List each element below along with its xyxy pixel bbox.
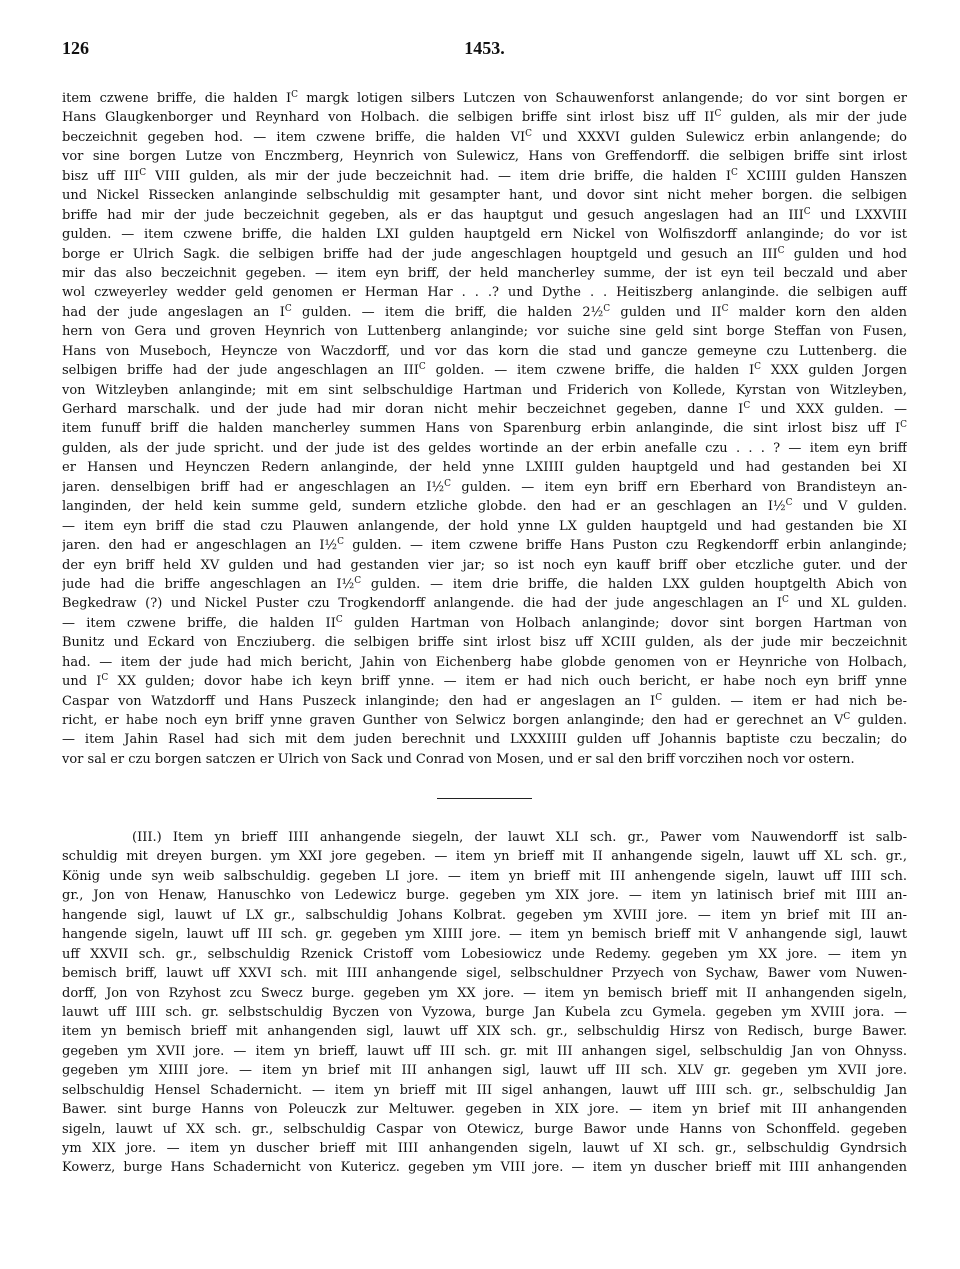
- text-line: hangende sigeln, lauwt uff III sch. gr. gegeben ym XIIII jore. — item yn bemisch brieff mit V anhangende sigl, lauwt: [62, 927, 907, 943]
- text-line: item yn bemisch brieff mit anhangenden sigl, lauwt uff XIX sch. gr., selbschuldig Hirsz von Redisch, burge Bawer.: [62, 1024, 907, 1040]
- section-iii-text: [62, 828, 907, 1178]
- text-line: richt, er habe noch eyn briff ynne graven Gunther von Selwicz borgen anlanginde; den had er gerechnet an $V^C$ gulden.: [62, 712, 907, 728]
- text-line: vor sal er czu borgen satczen er Ulrich von Sack und Conrad von Mosen, und er sal den briff vorczihen noch vor ostern.: [62, 751, 855, 767]
- page-header: [62, 38, 907, 62]
- page-year-heading: 1453.: [464, 38, 505, 58]
- text-line: selbigen briffe had der jude angeschlagen an $III^C$ golden. — item czwene briffe, die halden $I^C$ XXX gulden Jorgen: [62, 362, 907, 379]
- text-line: hangende sigl, lauwt uf LX gr., salbschuldig Johans Kolbrat. gegeben ym XVIII jore. — item yn brief mit III an-: [62, 907, 907, 923]
- text-line: — item czwene briffe, die halden $II^C$ gulden Hartman von Holbach anlanginde; dovor sint borgen Hartman von: [62, 614, 907, 631]
- text-line: gegeben ym XIIII jore. — item yn brief mit III anhangen sigl, lauwt uff III sch. XLV gr. gegeben ym XVII jore.: [62, 1063, 907, 1079]
- text-line: Caspar von Watzdorff und Hans Puszeck inlanginde; den had er angeslagen an $I^C$ gulden. — item er had nich be-: [62, 692, 907, 709]
- text-line: — item eyn briff die stad czu Plauwen anlangende, der hold ynne LX gulden hauptgeld und had gestanden bie XI: [62, 518, 907, 534]
- text-line: und Nickel Rissecken anlanginde selbschuldig mit gesampter hant, und dovor sint nicht meher borgen. die selbigen: [62, 188, 907, 204]
- text-line: Hans von Museboch, Heyncze von Waczdorff, und vor das korn die stad und gancze gemeyne czu Luttenberg. die: [62, 343, 907, 359]
- text-line: Bawer. sint burge Hanns von Poleuczk zur Meltuwer. gegeben in XIX jore. — item yn brief mit III anhangenden: [62, 1102, 907, 1118]
- text-line: langinden, der held kein summe geld, sundern etzliche globde. den had er an geschlagen an I½$^C$ und V gulden.: [62, 498, 907, 515]
- text-line: had der jude angeslagen an $I^C$ gulden. — item die briff, die halden 2½$^C$ gulden und $II^C$ malder korn den alden: [62, 303, 907, 320]
- text-line: von Witzleyben anlanginde; mit em sint selbschuldige Hartman und Friderich von Kollede, Kyrstan von Witzleyben,: [62, 382, 907, 398]
- text-line: Kowerz, burge Hans Schadernicht von Kutericz. gegeben ym VIII jore. — item yn duscher brieff mit IIII anhangenden: [62, 1160, 907, 1176]
- text-line: bemisch briff, lauwt uff XXVI sch. mit IIII anhangende sigel, selbschuldner Przyech von Sychaw, Bawer vom Nuwen-: [62, 966, 907, 982]
- text-line: Hans Glaugkenborger und Reynhard von Holbach. die selbigen briffe sint irlost bisz uff $II^C$ gulden, als mir der jude: [62, 109, 907, 126]
- text-line: lauwt uff IIII sch. gr. selbstschuldig Byczen von Vyzowa, burge Jan Kubela zcu Gymela. gegeben ym XVIII jora. —: [62, 1004, 907, 1020]
- text-line: gr., Jon von Henaw, Hanuschko von Ledewicz burge. gegeben ym XIX jore. — item yn latinisch brief mit IIII an-: [62, 888, 907, 904]
- text-line: Bunitz und Eckard von Encziuberg. die selbigen briffe sint irlost bisz uff XCIII gulden, als der jude mir beczeichnit: [62, 635, 907, 651]
- text-line: borge er Ulrich Sagk. die selbigen briffe had der jude angeschlagen houptgeld und gesuch an $III^C$ gulden und hod: [62, 245, 907, 262]
- text-line: gegeben ym XVII jore. — item yn brieff, lauwt uff III sch. gr. mit III anhangen sigel, selbschuldig Jan von Ohnyss.: [62, 1043, 907, 1059]
- text-line: wol czweyerley wedder geld genomen er Herman Har . . .? und Dythe . . Heitiszberg anlanginde. die selbigen auff: [62, 285, 907, 301]
- text-line: jaren. den had er angeschlagen an I½$^C$ gulden. — item czwene briffe Hans Puston czu Regkendorff erbin anlanginde;: [62, 537, 907, 554]
- text-line: gulden, als der jude spricht. und der jude ist des geldes wortinde an der erbin anefalle czu . . . ? — item eyn briff: [62, 440, 907, 456]
- section-divider: [437, 798, 532, 799]
- text-line: (III.) Item yn brieff IIII anhangende siegeln, der lauwt XLI sch. gr., Pawer vom Nauwendorff ist salb-: [132, 830, 907, 845]
- text-line: beczeichnit gegeben hod. — item czwene briffe, die halden $VI^C$ und XXXVI gulden Sulewicz erbin anlangende; do: [62, 128, 907, 145]
- text-line: König unde syn weib salbschuldig. gegeben LI jore. — item yn brieff mit III anhengende sigeln, lauwt uff IIII sch.: [62, 868, 907, 884]
- main-text-section: [62, 89, 907, 769]
- text-line: und $I^C$ XX gulden; dovor habe ich keyn briff ynne. — item er had nich ouch bericht, er habe noch eyn briff ynne: [62, 673, 907, 690]
- text-line: item czwene briffe, die halden $I^C$ margk lotigen silbers Lutczen von Schauwenforst anlangende; do vor sint borgen er: [62, 90, 907, 106]
- text-line: Gerhard marschalk. und der jude had mir doran nicht mehir beczeichnet gegeben, danne $I^C$ und XXX gulden. —: [62, 401, 907, 417]
- text-line: der eyn briff held XV gulden und had gestanden vier jar; so ist noch eyn kauff briff ober etczliche guter. und der: [62, 557, 907, 573]
- text-line: — item Jahin Rasel had sich mit dem juden berechnit und LXXXIIII gulden uff Johannis baptiste czu beczalin; do: [62, 732, 907, 748]
- text-line: had. — item der jude had mich bericht, Jahin von Eichenberg habe globde genomen von er Heynriche von Holbach,: [62, 654, 907, 670]
- text-line: dorff, Jon von Rzyhost zcu Swecz burge. gegeben ym XX jore. — item yn bemisch brieff mit II anhangenden sigeln,: [62, 985, 907, 1001]
- text-line: sigeln, lauwt uf XX sch. gr., selbschuldig Caspar von Otewicz, burge Bawor unde Hanns von Schonffeld. gegeben: [62, 1121, 907, 1137]
- text-line: briffe had mir der jude beczeichnit gegeben, als er das hauptgut und gesuch angeslagen had an $III^C$ und LXXVIII: [62, 206, 907, 223]
- text-line: er Hansen und Heynczen Redern anlanginde, der held ynne LXIIII gulden hauptgeld und had gestanden bei XI: [62, 460, 907, 476]
- text-line: ym XIX jore. — item yn duscher brieff mit IIII anhangenden sigeln, lauwt uf XI sch. gr., selbschuldig Gyndrsich: [62, 1141, 907, 1156]
- text-line: uff XXVII sch. gr., selbschuldig Rzenick Cristoff vom Lobesiowicz unde Redemy. gegeben ym XX jore. — item yn: [62, 946, 907, 962]
- text-line: Begkedraw (?) und Nickel Puster czu Trogkendorff anlangende. die had der jude angeschlagen an $I^C$ und XL gulden.: [62, 595, 907, 612]
- text-line: jaren. denselbigen briff had er angeschlagen an I½$^C$ gulden. — item eyn briff ern Eberhard von Brandisteyn an-: [62, 478, 907, 495]
- text-line: jude had die briffe angeschlagen an I½$^C$ gulden. — item drie briffe, die halden LXX gulden houptgelth Abich von: [62, 575, 907, 592]
- text-line: vor sine borgen Lutze von Enczmberg, Heynrich von Sulewicz, Hans von Greffendorff. die selbigen briffe sint irlost: [62, 149, 907, 165]
- text-line: bisz uff $III^C$ VIII gulden, als mir der jude beczeichnit had. — item drie briffe, die halden $I^C$ XCIIII gulden Hanszen: [62, 167, 907, 184]
- text-line: item funuff briff die halden mancherley summen Hans von Sparenburg erbin anlanginde, die sint irlost bisz uff $I^C$: [62, 420, 907, 437]
- page-number: 126: [62, 38, 89, 58]
- text-line: mir das also beczeichnit gegeben. — item eyn briff, der held mancherley summe, der ist eyn teil beczald und aber: [62, 265, 907, 281]
- text-line: gulden. — item czwene briffe, die halden LXI gulden hauptgeld ern Nickel von Wolfiszdorff anlanginde; do vor ist: [62, 227, 907, 243]
- text-line: selbschuldig Hensel Schadernicht. — item yn brieff mit III sigel anhangen, lauwt uff IIII sch. gr., selbschuldig Jan: [62, 1082, 907, 1098]
- text-line: schuldig mit dreyen burgen. ym XXI jore gegeben. — item yn brieff mit II anhangende sigeln, lauwt uff XL sch. gr.,: [62, 849, 907, 865]
- text-line: hern von Gera und groven Heynrich von Luttenberg anlanginde; vor suiche sine geld sint borge Steffan von Fusen,: [62, 324, 907, 340]
